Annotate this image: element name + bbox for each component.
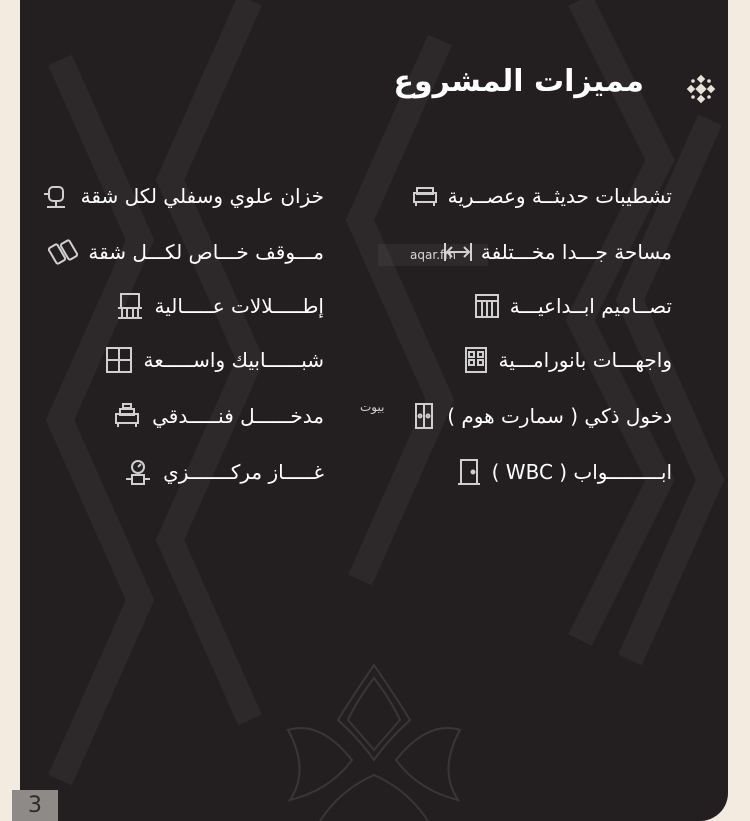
smart-home-icon [409,401,439,431]
feature-private-parking [48,232,338,272]
building-icon [472,291,502,321]
sofa-icon [410,181,440,211]
feature-doors-wbc [454,452,686,492]
door-icon [454,457,484,487]
watermark: aqar.fm [378,244,488,266]
lobby-sofa-icon [112,401,142,431]
water-tank-icon [41,181,71,211]
feature-label: تشطيبات حديثــة وعصــرية [447,184,672,208]
gas-meter-icon [123,457,153,487]
feature-panel [20,0,728,821]
feature-high-views [115,286,338,326]
feature-label: مـــوقف خـــاص لكـــل شقة [88,240,324,264]
feature-label: مساحة جـــدا مخـــتلفة [480,240,672,264]
parking-icon [48,237,78,267]
feature-smart-home [409,396,686,436]
facade-icon [461,345,491,375]
feature-label: تصــاميم ابــداعيـــة [509,294,672,318]
feature-hotel-entrance [112,396,338,436]
feature-label: دخول ذكي ( سمارت هوم ) [447,404,672,428]
feature-label: خزان علوي وسفلي لكل شقة [80,184,324,208]
brand-watermark: بيوت [360,400,385,414]
feature-wide-windows [104,340,339,380]
feature-label: ابـــــــــواب ( WBC ) [491,460,672,484]
feature-label: مدخــــــل فنـــــدقي [152,404,324,428]
balcony-icon [115,291,145,321]
feature-water-tank [41,176,338,216]
feature-central-gas [123,452,338,492]
ornament-star-icon [686,74,716,104]
feature-creative-designs [472,286,686,326]
page-number: 3 [12,790,58,821]
feature-label: شبــــــابيك واســـــعة [143,348,324,372]
feature-modern-finishes [410,176,686,216]
feature-label: إطـــــلالات عـــــالية [154,294,324,318]
feature-label: واجهـــات بانورامـــية [498,348,672,372]
page-title: مميزات المشروع [393,64,644,99]
window-icon [104,345,134,375]
feature-label: غـــــاز مركـــــــزي [163,460,324,484]
feature-panoramic-facades [461,340,686,380]
